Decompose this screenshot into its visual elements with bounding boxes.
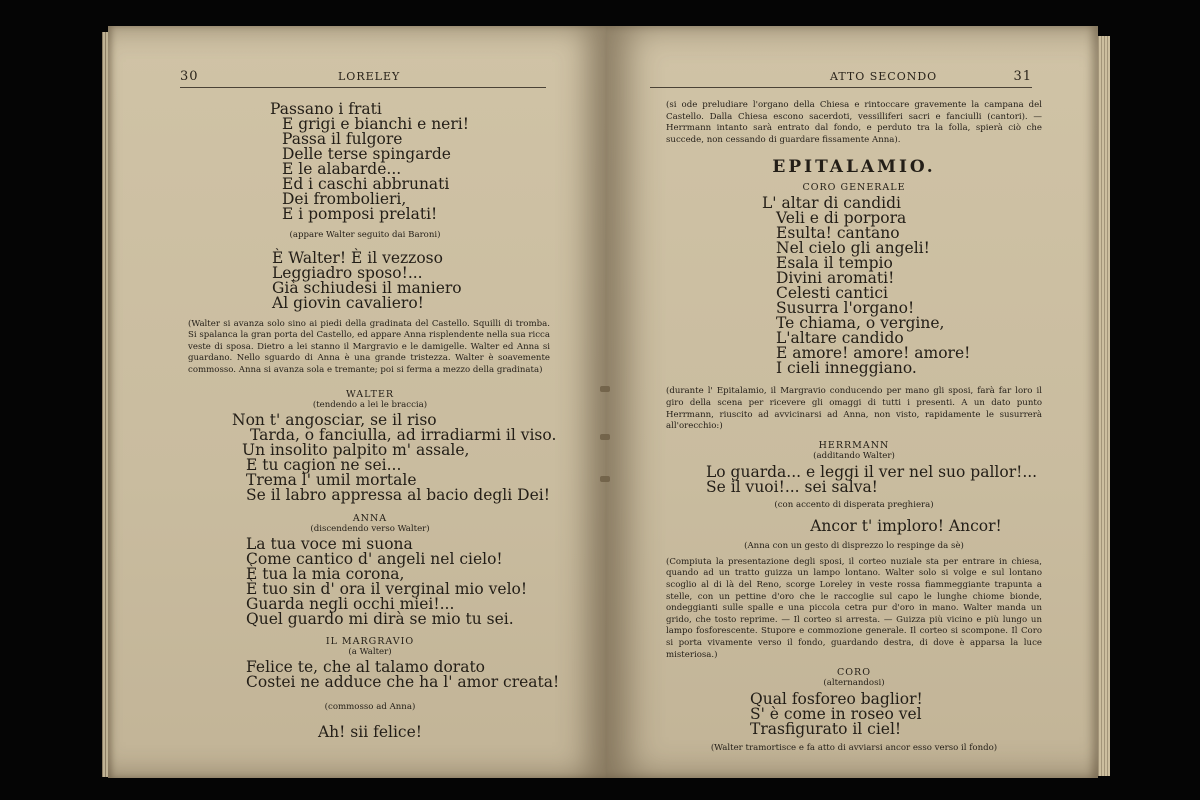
verse-line: Dei frombolieri, — [282, 190, 407, 208]
verse-block-anna — [246, 534, 550, 628]
character-name-walter: WALTER — [345, 388, 395, 400]
verse-block-coro — [762, 196, 1042, 376]
verse-block-coro-2 — [750, 692, 1042, 737]
section-title: EPITALAMIO. — [772, 157, 936, 178]
verse-line: E grigi e bianchi e neri! — [282, 115, 469, 133]
verse-line: Costei ne adduce che ha l' amor creata! — [246, 672, 560, 691]
verse-line: Se il vuoi!... sei salva! — [706, 477, 878, 496]
open-book — [108, 26, 1098, 778]
right-page — [606, 26, 1098, 778]
verse-line: Non t' angosciar, se il riso — [232, 410, 437, 429]
verse-line: Al giovin cavaliero! — [272, 293, 424, 312]
verse-line: Lo guarda... e leggi il ver nel suo pallor!... — [706, 462, 1038, 481]
character-direction: (discendendo verso Walter) — [310, 523, 430, 534]
verse-line: Delle terse spingarde — [282, 145, 451, 163]
verse-block-frati — [270, 102, 550, 222]
verse-line: Qual fosforeo baglior! — [750, 690, 923, 709]
verse-line: E le alabarde... — [282, 160, 402, 178]
verse-line: Tarda, o fanciulla, ad irradiarmi il viso. — [250, 425, 557, 444]
verse-line: Trema l' umil mortale — [246, 470, 417, 489]
verse-line: Nel cielo gli angeli! — [776, 239, 930, 258]
verse-line: È tua la mia corona, — [246, 564, 405, 583]
binding-stitch — [600, 386, 610, 392]
verse-line: Quel guardo mi dirà se mio tu sei. — [246, 609, 514, 628]
stage-direction-long: (si ode preludiare l'organo della Chiesa e rintoccare gravemente la campana del Castello. Dalla Chiesa escono sacerdoti, vessilliferi sacri e fanciulli (cantori). — Herrmann intanto sarà entrato dal fondo, e perduto tra la folla, spierà ciò che succede, non cessando di guardare fissamente Anna). — [666, 100, 1042, 145]
character-name-margravio: IL MARGRAVIO — [325, 635, 415, 647]
verse-line: L' altar di candidi — [762, 194, 901, 213]
verse-line: Susurra l'organo! — [776, 299, 915, 318]
verse-line: Felice te, che al talamo dorato — [246, 657, 486, 676]
verse-line: Passano i frati — [270, 100, 382, 118]
stage-direction-long: (Walter si avanza solo sino ai piedi della gradinata del Castello. Squilli di tromba. Si spalanca la gran porta del Castello, ed appare Anna risplendente nella sua ricca veste di sposa. Dietro a lei stanno il Margravio e le damigelle. Walter ed Anna si guardano. Nello sguardo di Anna è una grande tristezza. Walter è soavemente commosso. Anna si avanza sola e tremante; poi si ferma a mezzo della gradinata) — [188, 318, 550, 375]
verse-line: Come cantico d' angeli nel cielo! — [246, 549, 503, 568]
stage-direction: (Walter tramortisce e fa atto di avviarsi ancor esso verso il fondo) — [710, 743, 998, 754]
verse-line: Trasfigurato il ciel! — [750, 720, 902, 739]
final-line: Ah! sii felice! — [317, 722, 423, 741]
verse-line: S' è come in roseo vel — [750, 705, 922, 724]
verse-line: È tuo sin d' ora il verginal mio velo! — [246, 579, 528, 598]
page-number: 30 — [180, 69, 199, 84]
left-page — [108, 26, 606, 778]
stage-direction: (appare Walter seguito dai Baroni) — [289, 230, 441, 240]
verse-line: Se il labro appressa al bacio degli Dei! — [246, 485, 550, 504]
right-page-content — [666, 100, 1042, 754]
stage-direction: (commosso ad Anna) — [324, 701, 416, 712]
right-page-edges — [1098, 36, 1110, 776]
verse-line: E tu cagion ne sei... — [246, 455, 402, 474]
verse-line: Leggiadro sposo!... — [272, 263, 423, 282]
verse-line: Esulta! cantano — [776, 224, 900, 243]
right-page-header — [650, 67, 1032, 88]
verse-line: Già schiudesi il maniero — [272, 278, 462, 297]
verse-block-margravio — [246, 657, 560, 691]
verse-block-walter — [232, 410, 557, 504]
stage-direction: (Anna con un gesto di disprezzo lo respinge da sè) — [744, 540, 964, 551]
character-name-herrmann: HERRMANN — [818, 439, 890, 451]
character-direction: (additando Walter) — [813, 450, 895, 461]
verse-line: Veli e di porpora — [776, 209, 907, 228]
left-page-content — [180, 100, 560, 741]
verse-line: Te chiama, o vergine, — [776, 314, 945, 333]
stage-direction: (con accento di disperata preghiera) — [774, 499, 934, 510]
character-name-coro: CORO — [837, 667, 871, 679]
binding-stitch — [600, 434, 610, 440]
verse-line: E amore! amore! amore! — [776, 344, 971, 363]
stage-direction-long: (durante l' Epitalamio, il Margravio conducendo per mano gli sposi, farà far loro il giro della scena per ricevere gli omaggi di tutti i presenti. A un dato punto Herrmann, riuscito ad avvicinarsi ad Anna, non visto, rapidamente le susurrerà all'orecchio:) — [666, 386, 1042, 432]
binding-stitch — [600, 476, 610, 482]
verse-line: Esala il tempio — [776, 254, 893, 273]
verse-block-herrmann — [706, 462, 1042, 496]
character-name-anna: ANNA — [352, 512, 388, 524]
verse-line: Celesti cantici — [776, 284, 888, 303]
character-direction: (a Walter) — [348, 646, 392, 657]
left-page-header — [180, 67, 546, 88]
shout-line: Ancor t' imploro! Ancor! — [810, 516, 1002, 535]
verse-line: Un insolito palpito m' assale, — [242, 440, 470, 459]
chorus-heading: CORO GENERALE — [802, 182, 906, 194]
verse-line: La tua voce mi suona — [246, 534, 413, 553]
character-direction: (alternandosi) — [823, 678, 885, 689]
verse-line: Ed i caschi abbrunati — [282, 175, 450, 193]
page-number: 31 — [1013, 69, 1032, 84]
running-title: LORELEY — [338, 70, 401, 83]
running-title: ATTO SECONDO — [830, 70, 938, 83]
verse-line: E i pomposi prelati! — [282, 205, 438, 223]
verse-line: I cieli inneggiano. — [776, 359, 917, 378]
verse-line: È Walter! È il vezzoso — [272, 248, 443, 267]
verse-line: L'altare candido — [776, 329, 904, 348]
verse-line: Guarda negli occhi miei!... — [246, 594, 455, 613]
verse-line: Divini aromati! — [776, 269, 895, 288]
stage-direction-long: (Compiuta la presentazione degli sposi, il corteo nuziale sta per entrare in chiesa, quando ad un tratto guizza un lampo lontano. Walter solo si volge e sul lontano scoglio al di là del Reno, scorge Loreley in veste rossa fiammeggiante trapunta a stelle, con un pettine d'oro che le raccoglie sul capo le lunghe chiome bionde, ondeggianti sulle spalle e una piccola cetra pur d'oro in mano. Walter manda un grido, che tosto reprime. — Il corteo si arresta. — Guizza più vicino e più lungo un lampo fosforescente. Stupore e commozione generale. Il corteo si scompone. Il Coro si porta vivamente verso il fondo, guardando destra, di dove è apparsa la luce misteriosa.) — [666, 556, 1042, 660]
verse-block-walter-arrives — [272, 248, 550, 312]
verse-line: Passa il fulgore — [282, 130, 403, 148]
character-direction: (tendendo a lei le braccia) — [312, 399, 428, 410]
